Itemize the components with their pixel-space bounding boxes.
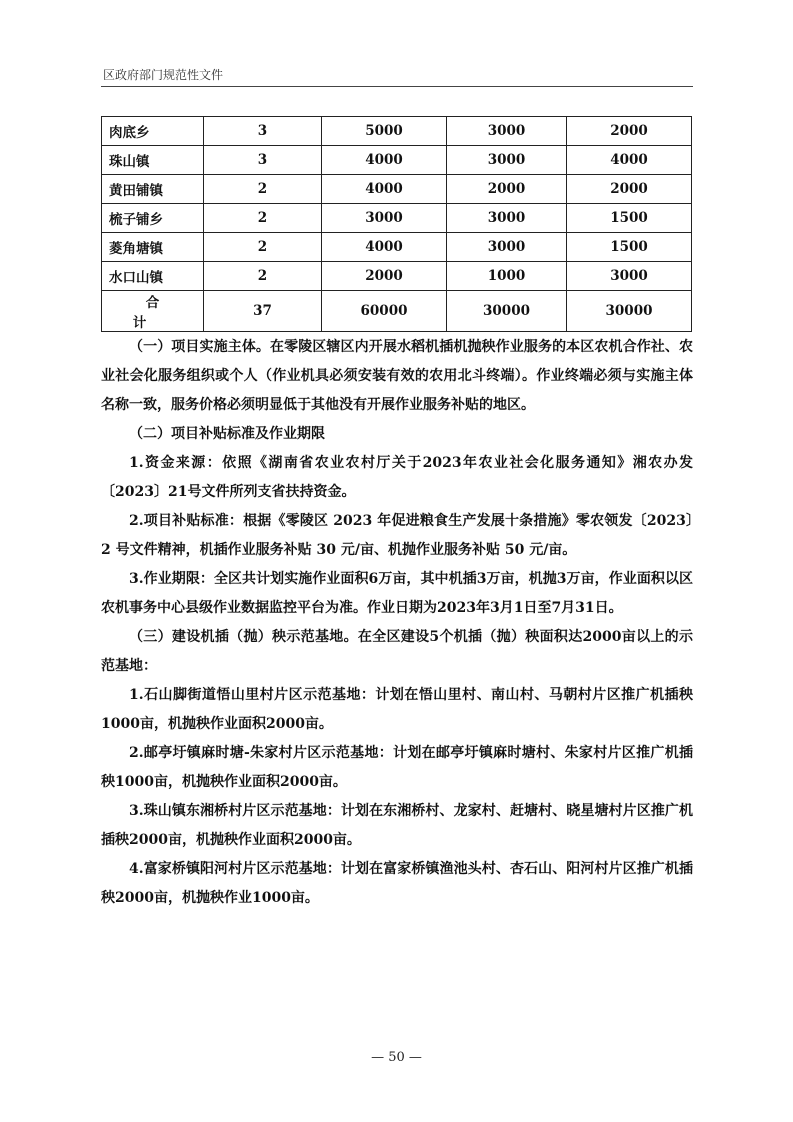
table-total-label: 合计: [102, 291, 204, 332]
paragraph-funding-source: 1.资金来源：依照《湖南省农业农村厅关于2023年农业社会化服务通知》湘农办发〔2023〕21号文件所列支省扶持资金。: [101, 455, 693, 500]
table-cell: 3000: [447, 146, 567, 175]
table-cell: 5000: [322, 117, 447, 146]
table-cell-name: 菱角塘镇: [102, 233, 204, 262]
allocation-table: [101, 116, 692, 332]
table-cell: 1500: [567, 233, 692, 262]
paragraph-subsidy-standard: 2.项目补贴标准：根据《零陵区 2023 年促进粮食生产发展十条措施》零农领发〔2023〕2 号文件精神，机插作业服务补贴 30 元/亩、机抛作业服务补贴 50 元/亩。: [101, 513, 693, 558]
paragraph-work-period: 3.作业期限：全区共计划实施作业面积6万亩，其中机插3万亩，机抛3万亩，作业面积以区农机事务中心县级作业数据监控平台为准。作业日期为2023年3月1日至7月31日。: [101, 571, 693, 616]
document-header: 区政府部门规范性文件: [103, 68, 224, 82]
table-cell: 3: [204, 146, 322, 175]
table-total-cell: 37: [204, 291, 322, 332]
table-cell: 3000: [447, 117, 567, 146]
paragraph-demo-base-4: 4.富家桥镇阳河村片区示范基地：计划在富家桥镇渔池头村、杏石山、阳河村片区推广机插秧2000亩，机抛秧作业1000亩。: [101, 861, 693, 906]
table-cell: 4000: [567, 146, 692, 175]
table-cell: 2000: [567, 117, 692, 146]
table-total-cell: 30000: [567, 291, 692, 332]
table-cell: 3: [204, 117, 322, 146]
table-row: [102, 146, 692, 175]
table-cell: 1500: [567, 204, 692, 233]
table-cell-name: 梳子铺乡: [102, 204, 204, 233]
table-row: [102, 175, 692, 204]
table-cell: 4000: [322, 175, 447, 204]
table-cell: 2: [204, 262, 322, 291]
table-cell: 2: [204, 233, 322, 262]
table-cell: 3000: [447, 204, 567, 233]
table-total-row: [102, 291, 692, 332]
table-cell-name: 水口山镇: [102, 262, 204, 291]
table-cell-name: 珠山镇: [102, 146, 204, 175]
document-body: [101, 333, 693, 913]
table-total-cell: 60000: [322, 291, 447, 332]
table-row: [102, 117, 692, 146]
table-total-cell: 30000: [447, 291, 567, 332]
table-cell: 4000: [322, 146, 447, 175]
table-cell: 3000: [447, 233, 567, 262]
table-cell: 3000: [567, 262, 692, 291]
table-cell: 2000: [322, 262, 447, 291]
table-cell: 2: [204, 175, 322, 204]
section-heading-demo-bases: （三）建设机插（抛）秧示范基地。在全区建设5个机插（抛）秧面积达2000亩以上的示范基地：: [101, 629, 693, 674]
table-row: [102, 233, 692, 262]
table-cell: 2: [204, 204, 322, 233]
table-cell: 1000: [447, 262, 567, 291]
table-cell: 4000: [322, 233, 447, 262]
table-cell-name: 黄田铺镇: [102, 175, 204, 204]
table-row: [102, 204, 692, 233]
header-rule: [101, 86, 693, 87]
table-cell: 2000: [567, 175, 692, 204]
table-row: [102, 262, 692, 291]
paragraph-demo-base-2: 2.邮亭圩镇麻时塘-朱家村片区示范基地：计划在邮亭圩镇麻时塘村、朱家村片区推广机插秧1000亩，机抛秧作业面积2000亩。: [101, 745, 693, 790]
table-cell: 2000: [447, 175, 567, 204]
page-number: — 50 —: [371, 1050, 422, 1065]
paragraph-demo-base-3: 3.珠山镇东湘桥村片区示范基地：计划在东湘桥村、龙家村、赶塘村、晓星塘村片区推广机插秧2000亩，机抛秧作业面积2000亩。: [101, 803, 693, 848]
paragraph-implementing-entity: （一）项目实施主体。在零陵区辖区内开展水稻机插机抛秧作业服务的本区农机合作社、农业社会化服务组织或个人（作业机具必须安装有效的农用北斗终端）。作业终端必须与实施主体名称一致，服务价格必须明显低于其他没有开展作业服务补贴的地区。: [101, 339, 693, 413]
table-cell: 3000: [322, 204, 447, 233]
section-heading-subsidy: （二）项目补贴标准及作业期限: [129, 426, 325, 442]
table-cell-name: 肉底乡: [102, 117, 204, 146]
paragraph-demo-base-1: 1.石山脚街道悟山里村片区示范基地：计划在悟山里村、南山村、马朝村片区推广机插秧1000亩，机抛秧作业面积2000亩。: [101, 687, 693, 732]
